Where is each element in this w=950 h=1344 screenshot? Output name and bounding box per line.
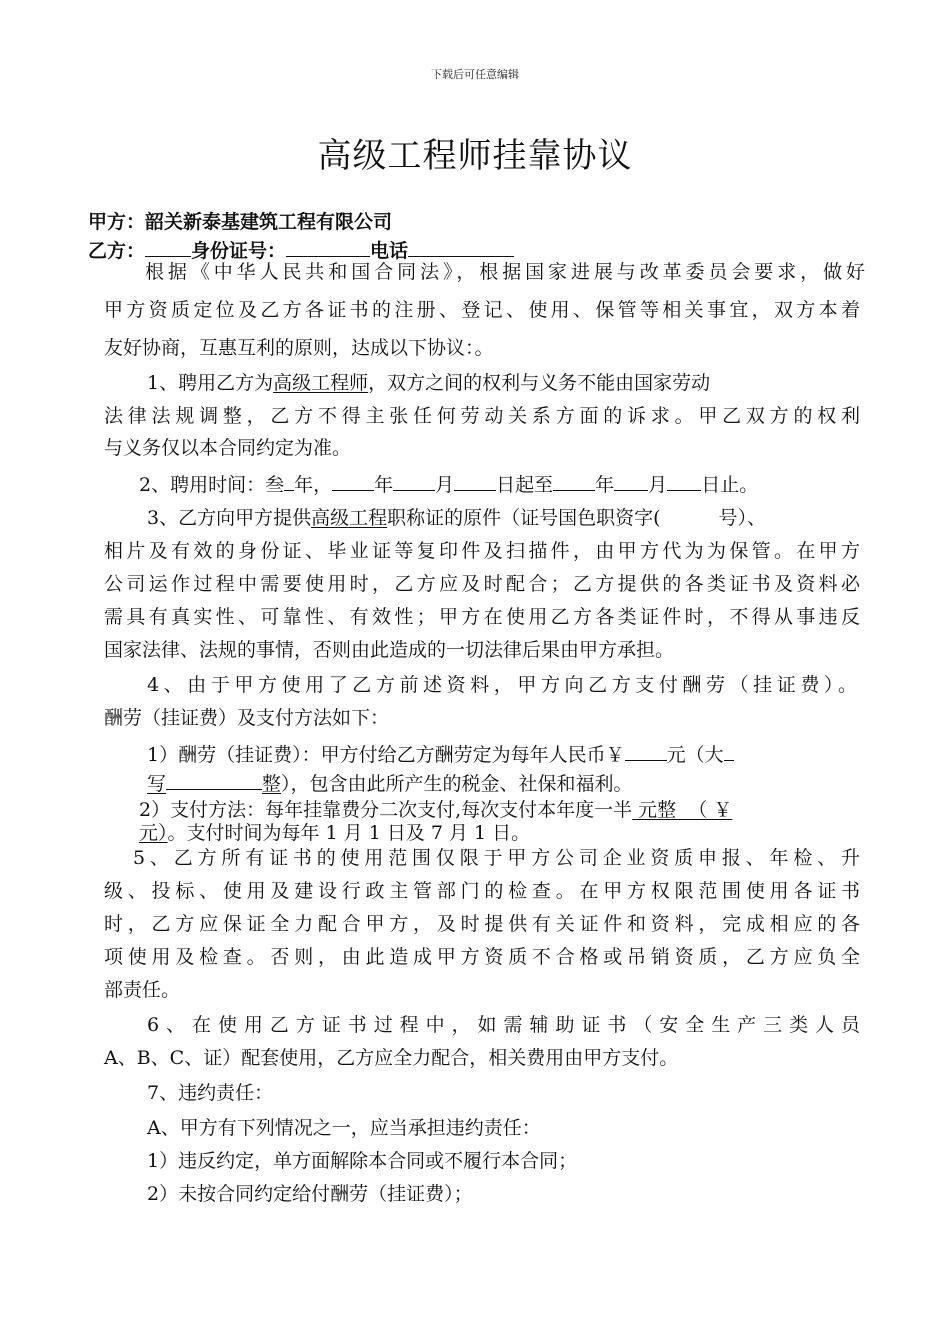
body-line: 酬劳（挂证费）及支付方法如下： — [104, 707, 390, 729]
body-line: 项使用及检查。否则，由此造成甲方资质不合格或吊销资质，乙方应负全 — [104, 946, 860, 968]
body-line: 需具有真实性、可靠性、有效性；甲方在使用乙方各类证件时，不得从事违反 — [104, 606, 860, 628]
body-line: 与义务仅以本合同约定为准。 — [104, 437, 352, 459]
party-b-id-blank — [286, 238, 370, 257]
party-b-name-blank — [145, 238, 191, 257]
clause-6-line: 6、在使用乙方证书过程中，如需辅助证书（安全生产三类人员 — [147, 1014, 860, 1036]
pay-text: ），包含由此所产生的税金、社保和福利。 — [281, 773, 633, 795]
body-line: 友好协商，互惠互利的原则，达成以下协议：。 — [104, 337, 494, 359]
pay-method-line — [139, 799, 732, 821]
start-day-blank — [454, 472, 496, 491]
pay-method-line — [139, 822, 530, 844]
body-line: 级、投标、使用及建设行政主管部门的检查。在甲方权限范围使用各证书 — [104, 880, 860, 902]
party-b — [88, 236, 514, 263]
clause-1-line — [147, 372, 710, 394]
body-line: 法律法规调整，乙方不得主张任何劳动关系方面的诉求。甲乙双方的权利 — [104, 405, 860, 427]
years-blank — [284, 472, 294, 491]
clause-2-text: 年 — [374, 474, 394, 496]
clause-3-text: 3、乙方向甲方提供 — [147, 507, 312, 529]
document-title: 高级工程师挂靠协议 — [317, 136, 633, 176]
clause-3-title: 高级工程 — [311, 507, 388, 529]
clause-2-text: 年 — [595, 474, 615, 496]
start-month-blank — [393, 472, 435, 491]
clause-2-text: 日起至 — [496, 474, 554, 496]
amount-words-blank — [166, 771, 262, 790]
party-b-id-label: 身份证号： — [191, 240, 287, 262]
pay-text: 1）酬劳（挂证费）：甲方付给乙方酬劳定为每年人民币￥ — [147, 744, 625, 766]
start-year-blank — [332, 472, 374, 491]
clause-3-line — [147, 507, 766, 529]
clause-2-text: 月 — [648, 474, 668, 496]
body-line: 时，乙方应保证全力配合甲方，及时提供有关证件和资料，完成相应的各 — [104, 913, 860, 935]
clause-2-text: 日止。 — [701, 474, 759, 496]
clause-1-text: 1、聘用乙方为 — [147, 372, 274, 394]
clause-7-line: 7、违约责任： — [147, 1082, 274, 1104]
clause-2-line — [139, 472, 758, 496]
clause-2-text: 2、聘用时间：叁 — [139, 474, 285, 496]
body-line: 2）未按合同约定给付酬劳（挂证费）； — [147, 1183, 473, 1205]
clause-3-text: 职称证的原件（证号国色职资字( — [387, 507, 661, 529]
pay-text: 元（大 — [666, 744, 724, 766]
pay-method-amount: 元） — [139, 822, 168, 844]
end-month-blank — [614, 472, 648, 491]
pay-line — [147, 771, 633, 795]
clause-1-text: ，双方之间的权利与义务不能由国家劳动 — [368, 372, 711, 394]
party-b-phone-blank — [408, 238, 514, 257]
header-note: 下载后可任意编辑 — [431, 68, 519, 81]
pay-method-amount: 元整 （ ￥ — [632, 799, 733, 821]
body-line: A、甲方有下列情况之一，应当承担违约责任： — [147, 1117, 541, 1139]
clause-4-line: 4、由于甲方使用了乙方前述资料，甲方向乙方支付酬劳（挂证费）。 — [147, 674, 857, 696]
pay-text: 写 — [147, 773, 167, 795]
body-line: 相片及有效的身份证、毕业证等复印件及扫描件，由甲方代为为保管。在甲方 — [104, 540, 860, 562]
body-line: 根据《中华人民共和国合同法》，根据国家进展与改革委员会要求，做好 — [145, 261, 865, 283]
end-year-blank — [553, 472, 595, 491]
clause-2-text: 年， — [294, 474, 333, 496]
pay-text: 整 — [262, 773, 282, 795]
clause-2-text: 月 — [435, 474, 455, 496]
clause-5-line: 5、乙方所有证书的使用范围仅限于甲方公司企业资质申报、年检、升 — [133, 847, 860, 869]
body-line: 部责任。 — [104, 979, 181, 1001]
party-a: 甲方：韶关新泰基建筑工程有限公司 — [88, 211, 393, 233]
clause-3-text: 号）、 — [718, 507, 767, 529]
annual-amount-blank — [625, 742, 667, 761]
body-line: 公司运作过程中需要使用时，乙方应及时配合；乙方提供的各类证书及资料必 — [104, 573, 860, 595]
body-line: 国家法律、法规的事情，否则由此造成的一切法律后果由甲方承担。 — [104, 639, 675, 661]
body-line: 1）违反约定，单方面解除本合同或不履行本合同； — [147, 1150, 578, 1172]
clause-1-title: 高级工程师 — [273, 372, 369, 394]
party-b-label: 乙方： — [88, 240, 146, 262]
pay-method-text: 。支付时间为每年 1 月 1 日及 7 月 1 日。 — [167, 822, 531, 844]
amount-words-blank — [724, 742, 734, 761]
party-b-phone-label: 电话 — [370, 240, 409, 262]
pay-method-text: 2）支付方法：每年挂靠费分二次支付,每次支付本年度一半 — [139, 799, 633, 821]
body-line: A、B、C、证）配套使用，乙方应全力配合，相关费用由甲方支付。 — [104, 1047, 679, 1069]
pay-line — [147, 742, 734, 766]
body-line: 甲方资质定位及乙方各证书的注册、登记、使用、保管等相关事宜，双方本着 — [104, 299, 860, 321]
end-day-blank — [667, 472, 701, 491]
